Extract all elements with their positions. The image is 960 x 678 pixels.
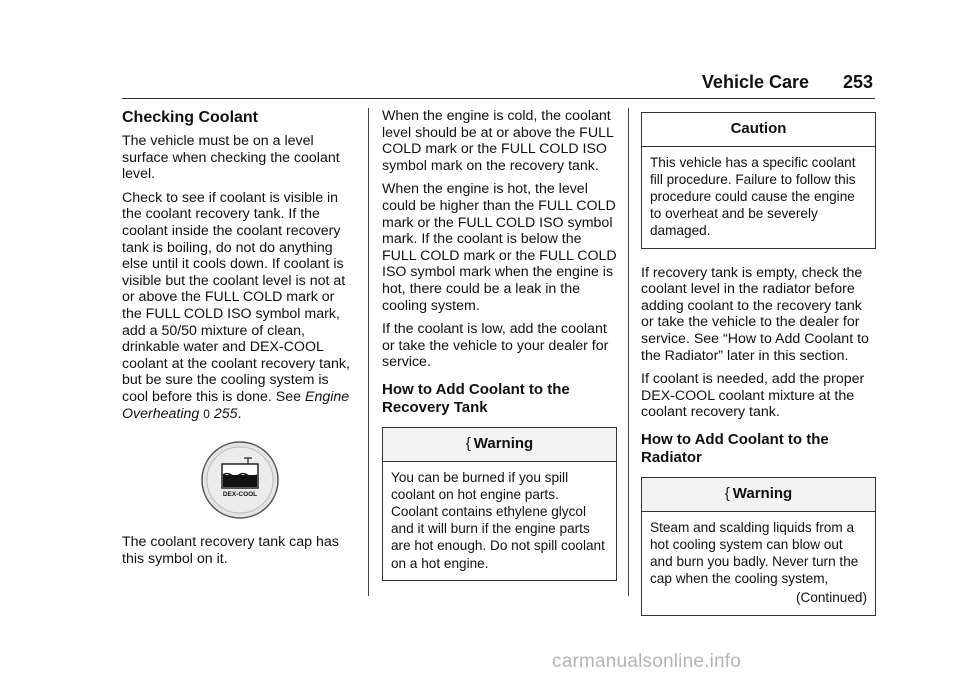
- caution-body: This vehicle has a specific coolant fill procedure. Failure to follow this procedure could cause the engine to overheat and be severely damaged.: [650, 154, 856, 239]
- warning-icon: {: [465, 434, 471, 452]
- warning-title: [642, 478, 875, 512]
- punctuation: .: [237, 405, 242, 422]
- warning-body-text: Steam and scalding liquids from a hot cooling system can blow out and burn you badly. Never turn the cap when the cooling system,: [650, 519, 859, 587]
- section-title: Vehicle Care: [701, 72, 809, 92]
- section-heading: Checking Coolant: [122, 109, 259, 126]
- column-3: [641, 108, 876, 632]
- column-1: [122, 108, 357, 574]
- subsection-heading: How to Add Coolant to the Recovery Tank: [382, 380, 570, 416]
- warning-body: [642, 512, 875, 615]
- paragraph-text: Check to see if coolant is visible in the coolant recovery tank. If the coolant inside the coolant recovery tank is boiling, do not do anything else until it cools down. If coolant is visible but the coolant level is not at or above the FULL COLD mark or the FULL COLD ISO symbol mark, add a 50/50 mixture of clean, drinkable water and DEX-COOL coolant at the coolant recovery tank, but be sure the cooling system is cool before this is done. See: [122, 189, 350, 405]
- paragraph: If the coolant is low, add the coolant or take the vehicle to your dealer for service.: [382, 321, 609, 371]
- page-number: 253: [842, 72, 873, 92]
- caution-box: [641, 112, 876, 249]
- paragraph: When the engine is hot, the level could be higher than the FULL COLD mark or the FULL COLD ISO symbol mark. If the coolant is below the FULL COLD mark or the FULL COLD ISO symbol mark when the engine is hot, there could be a leak in the cooling system.: [382, 181, 617, 314]
- caution-title: Caution: [642, 113, 875, 147]
- coolant-cap-symbol-icon: [200, 440, 280, 520]
- continued-label: (Continued): [795, 590, 867, 606]
- cross-reference-page[interactable]: 255: [213, 405, 238, 422]
- warning-icon: {: [724, 484, 730, 502]
- page-ref-arrow-icon: 0: [203, 406, 210, 421]
- warning-title: [383, 428, 616, 462]
- column-2: [382, 108, 617, 597]
- column-divider: [628, 108, 629, 596]
- column-divider: [368, 108, 369, 596]
- page-header: [122, 70, 875, 99]
- paragraph: If recovery tank is empty, check the coolant level in the radiator before adding coolant to the recovery tank or take the vehicle to the dealer for service. See “How to Add Coolant to the Radiator” later in this section.: [641, 264, 869, 364]
- paragraph: The coolant recovery tank cap has this symbol on it.: [122, 534, 339, 567]
- paragraph: If coolant is needed, add the proper DEX-COOL coolant mixture at the coolant recovery tank.: [641, 371, 865, 421]
- subsection-heading: How to Add Coolant to the Radiator: [641, 430, 829, 466]
- paragraph: [122, 190, 357, 422]
- paragraph: The vehicle must be on a level surface when checking the coolant level.: [122, 133, 340, 183]
- warning-body: You can be burned if you spill coolant on hot engine parts. Coolant contains ethylene glycol and it will burn if the engine parts are hot enough. Do not spill coolant on a hot engine.: [391, 469, 605, 571]
- emblem-label: DEX-COOL: [222, 491, 257, 499]
- warning-box: [641, 477, 876, 616]
- paragraph: When the engine is cold, the coolant level should be at or above the FULL COLD mark or the FULL COLD ISO symbol mark on the recovery tank.: [382, 108, 614, 174]
- cross-reference-link[interactable]: Engine Overheating: [122, 388, 350, 422]
- watermark: carmanualsonline.info: [552, 651, 742, 672]
- warning-title-text: Warning: [732, 484, 793, 502]
- warning-title-text: Warning: [473, 434, 534, 452]
- warning-box: [382, 427, 617, 581]
